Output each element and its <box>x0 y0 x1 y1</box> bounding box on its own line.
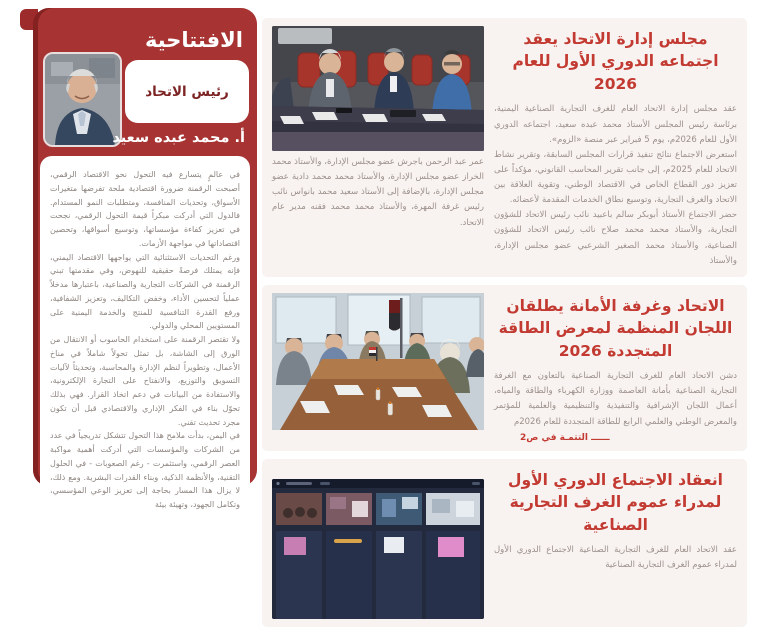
article-board-meeting <box>262 18 747 277</box>
president-photo <box>43 52 122 147</box>
article-paragraph: عقد مجلس إدارة الاتحاد العام للغرف التجارية الصناعية اليمنية، برئاسة رئيس المجلس الأستاذ محمد عبده سعيد، اجتماعه الدوري الأول للعام 2026م، يوم 5 فبراير عبر منصة «الزوم». <box>494 104 737 145</box>
article-text-column <box>494 293 737 443</box>
article-directors-meeting <box>262 459 747 627</box>
editorial-section-title: الافتتاحية <box>144 28 243 52</box>
article-media-column <box>272 467 484 619</box>
editorial-author-name: أ. محمد عبده سعيد <box>112 130 245 146</box>
continued-on-page-2-label: ــــــ التتمـة في ص2 <box>520 432 610 443</box>
board-meeting-photo <box>272 26 484 151</box>
article-media-column <box>272 26 484 269</box>
article-energy-expo <box>262 285 747 451</box>
editorial-paragraph: في عالمٍ يتسارع فيه التحول نحو الاقتصاد الرقمي، أصبحت الرقمنة ضرورة اقتصادية ملحة تفرضها متغيرات الأسواق، وتحديات المنافسة، ومتطلبات النمو المستدام. فالدول التي أدركت مبكراً قيمة التحول الرقمي، نجحت في تعزيز كفاءة مؤسساتها، وتوسيع أسواقها، وتحصين اقتصاداتها في مواجهة الأزمات. <box>50 170 240 248</box>
article-paragraph: استعرض الاجتماع نتائج تنفيذ قرارات المجلس السابقة، وتقرير نشاط الاتحاد للعام 2025م، إلى جانب تقرير المحاسب القانوني، مؤكداً على تعزيز دور القطاع الخاص في الاقتصاد الوطني، وتقوية العلاقة بين الاتحاد والغرف التجارية، وتوسيع نطاق الخدمات المقدمة لأعضائه. <box>494 149 737 206</box>
article-headline: مجلس إدارة الاتحاد يعقد اجتماعه الدوري الأول للعام 2026 <box>512 30 719 93</box>
editorial-paragraph: في اليمن، بدأت ملامح هذا التحول تتشكل تدريجياً في عدد من الشركات والمؤسسات التي أدركت أهمية مواكبة العصر الرقمي، واستثمرت - رغم الصعوبات - في الحلول التقنية، والأنظمة الذكية، وبناء القدرات البشرية. ومع ذلك، لا يزال هذا المسار بحاجة إلى تعزيز الوعي المؤسسي، وتكامل الجهود، وتهيئة بيئة <box>50 431 240 509</box>
president-photo-illustration <box>45 54 120 145</box>
editorial-body <box>40 156 250 556</box>
video-conference-illustration <box>272 479 484 619</box>
editorial-card <box>33 8 257 509</box>
article-paragraph: حضر الاجتماع الأستاذ أبوبكر سالم باعبيد نائب رئيس الاتحاد للشؤون التجارية، والأستاذ محمد محمد صلاح نائب رئيس الاتحاد للشؤون الصناعية، والأستاذ محمد الصغير الشرعبي عضو مجلس الإدارة، والأستاذ <box>494 210 737 266</box>
president-role-label: رئيس الاتحاد <box>145 83 229 100</box>
board-meeting-illustration <box>272 26 484 151</box>
article-text-column <box>494 26 737 269</box>
article-headline: الاتحاد وغرفة الأمانة يطلقان اللجان المنظمة لمعرض الطاقة المتجددة 2026 <box>498 296 733 360</box>
article-media-column <box>272 293 484 443</box>
articles-column <box>262 18 747 627</box>
committee-meeting-photo <box>272 293 484 430</box>
article-text-column <box>494 467 737 619</box>
video-conference-photo <box>272 479 484 619</box>
article-paragraph: دشن الاتحاد العام للغرف التجارية الصناعية بالتعاون مع الغرفة التجارية الصناعية بأمانة العاصمة ووزارة الكهرباء والطاقة والمياه، أعمال اللجان الإشرافية والتنفيذية والتنظيمية والعلمية للمؤتمر والمعرض الوطني والعلمي الرابع للطاقة المتجددة للعام 2026م <box>494 371 737 427</box>
president-role-badge <box>125 60 249 123</box>
committee-meeting-illustration <box>272 293 484 430</box>
editorial-paragraph: ولا تقتصر الرقمنة على استخدام الحاسوب أو الانتقال من الورق إلى الشاشة، بل تمثل تحولاً شاملاً في مناخ الأعمال، وتطويراً لنظم الإدارة والمحاسبة، وتحديثاً لآليات التسويق والتوزيع، والانفتاح على التجارة الإلكترونية، والاستفادة من البيانات في دعم اتخاذ القرار. فهي بذلك تحوّل بناء في الفكر الإداري والاقتصادي قبل أن تكون مجرد تحديث تقني. <box>50 335 240 427</box>
article-continuation-text: عمر عبد الرحمن باجرش عضو مجلس الإدارة، والأستاذ محمد الخراز عضو مجلس الإدارة، والأستاذ محمد محمد دادية عضو مجلس الإدارة، بالإضافة إلى الأستاذ سعيد محمد بانواس نائب رئيس غرفة المهرة، والأستاذ محمد محمد فقنه مدير عام الاتحاد. <box>272 157 484 228</box>
article-headline: انعقاد الاجتماع الدوري الأول لمدراء عموم الغرف التجارية الصناعية <box>508 470 723 534</box>
article-paragraph: عقد الاتحاد العام للغرف التجارية الصناعية الاجتماع الدوري الأول لمدراء عموم الغرف التجارية الصناعية <box>494 545 737 571</box>
editorial-paragraph: ورغم التحديات الاستثنائية التي يواجهها الاقتصاد اليمني، فإنه يمتلك فرصةً حقيقية للنهوض، وفي مقدمتها تبني الرقمنة في الشركات التجارية والصناعية، باعتبارها مدخلاً عملياً لتحسين الأداء، وخفض التكاليف، وتعزيز الشفافية، ورفع القدرة التنافسية للمنتج والخدمة اليمنية على المستويين المحلي والدولي. <box>50 252 240 331</box>
